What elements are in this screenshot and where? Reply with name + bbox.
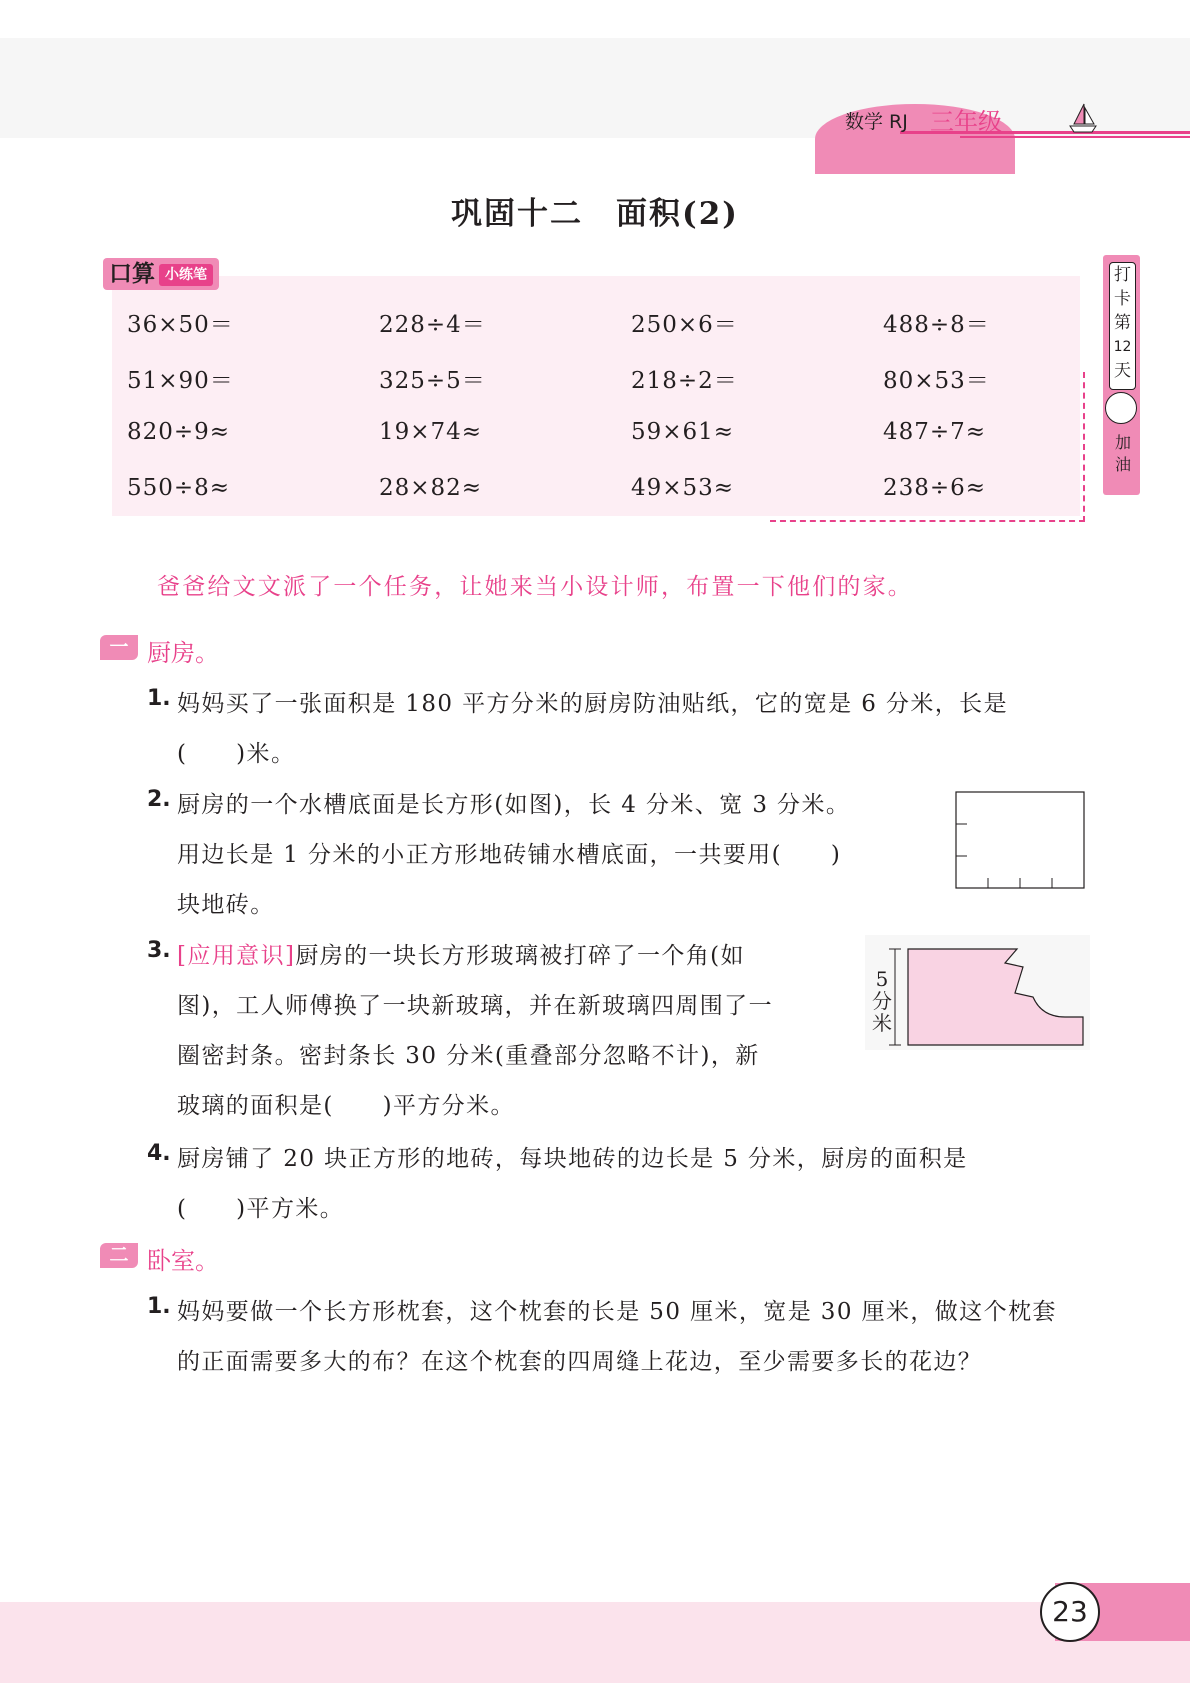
calc-item: 59×61≈ <box>631 419 735 445</box>
cheer-text <box>1112 432 1134 476</box>
calc-item: 19×74≈ <box>379 419 483 445</box>
section-badge: 二 <box>100 1243 138 1268</box>
header-band <box>0 38 1190 138</box>
footer-band <box>0 1602 1190 1683</box>
question-text: 厨房的一个水槽底面是长方形(如图)，长 4 分米、宽 3 分米。 <box>177 792 851 818</box>
section-badge: 一 <box>100 635 138 660</box>
question-text: 图)，工人师傅换了一块新玻璃，并在新玻璃四周围了一 <box>177 993 773 1019</box>
calc-item: 488÷8＝ <box>883 312 990 338</box>
mental-math-label <box>103 258 219 290</box>
calc-item: 250×6＝ <box>631 312 738 338</box>
question-number: 3. <box>147 938 171 963</box>
question-number: 1. <box>147 1294 171 1319</box>
calc-item: 28×82≈ <box>379 475 483 501</box>
header-subject: 数学 RJ <box>845 111 908 133</box>
sink-rectangle-figure <box>955 790 1087 890</box>
cheer-char: 油 <box>1114 455 1131 474</box>
figure-dimension-label: 5分米 <box>872 967 892 1035</box>
page-number: 23 <box>1040 1582 1100 1642</box>
question-text: 用边长是 1 分米的小正方形地砖铺水槽底面，一共要用( ) <box>177 842 842 868</box>
intro-text: 爸爸给文文派了一个任务，让她来当小设计师，布置一下他们的家。 <box>157 574 913 600</box>
question-text: 妈妈要做一个长方形枕套，这个枕套的长是 50 厘米，宽是 30 厘米，做这个枕套 <box>177 1299 1057 1325</box>
checkin-char: 天 <box>1114 361 1131 381</box>
calc-item: 51×90＝ <box>127 368 234 394</box>
question-text: 厨房铺了 20 块正方形的地砖，每块地砖的边长是 5 分米，厨房的面积是 <box>177 1146 968 1172</box>
mental-math-label-text: 口算 <box>109 261 155 287</box>
question-text: 块地砖。 <box>177 892 275 918</box>
calc-item: 325÷5＝ <box>379 368 486 394</box>
broken-glass-figure <box>865 935 1090 1050</box>
section-title: 卧室。 <box>147 1247 219 1275</box>
checkin-char: 第 <box>1114 313 1131 333</box>
question-text: 玻璃的面积是( )平方分米。 <box>177 1093 515 1119</box>
dashed-border <box>1083 372 1085 522</box>
mental-math-sublabel: 小练笔 <box>159 264 213 286</box>
question-text: 圈密封条。密封条长 30 分米(重叠部分忽略不计)，新 <box>177 1043 760 1069</box>
calc-item: 49×53≈ <box>631 475 735 501</box>
checkin-char: 12 <box>1113 339 1132 355</box>
question-number: 1. <box>147 686 171 711</box>
sailboat-icon <box>1068 102 1098 134</box>
checkin-char: 卡 <box>1114 289 1131 309</box>
question-tag: [应用意识] <box>177 943 296 969</box>
question-text: 妈妈买了一张面积是 180 平方分米的厨房防油贴纸，它的宽是 6 分米，长是 <box>177 691 1008 717</box>
question-text: 的正面需要多大的布？在这个枕套的四周缝上花边，至少需要多长的花边？ <box>177 1349 983 1375</box>
calc-item: 820÷9≈ <box>127 419 231 445</box>
header-grade: 三年级 <box>930 108 1002 136</box>
cheer-char: 加 <box>1114 433 1131 452</box>
question-text-part: 厨房的一块长方形玻璃被打碎了一个角(如 <box>295 943 745 969</box>
question-text: ( )米。 <box>177 741 296 767</box>
calc-item: 550÷8≈ <box>127 475 231 501</box>
question-number: 2. <box>147 787 171 812</box>
page-title: 巩固十二 面积(2) <box>451 196 739 232</box>
calc-item: 36×50＝ <box>127 312 234 338</box>
dashed-border-bottom <box>770 520 1085 522</box>
calc-item: 238÷6≈ <box>883 475 987 501</box>
checkin-char: 打 <box>1114 265 1131 285</box>
checkin-day-label <box>1109 262 1136 390</box>
checkin-circle[interactable] <box>1105 392 1137 424</box>
section-title: 厨房。 <box>147 639 219 667</box>
calc-item: 487÷7≈ <box>883 419 987 445</box>
calc-item: 80×53＝ <box>883 368 990 394</box>
question-text <box>177 937 745 970</box>
question-number: 4. <box>147 1141 171 1166</box>
calc-item: 218÷2＝ <box>631 368 738 394</box>
question-text: ( )平方米。 <box>177 1196 345 1222</box>
calc-item: 228÷4＝ <box>379 312 486 338</box>
